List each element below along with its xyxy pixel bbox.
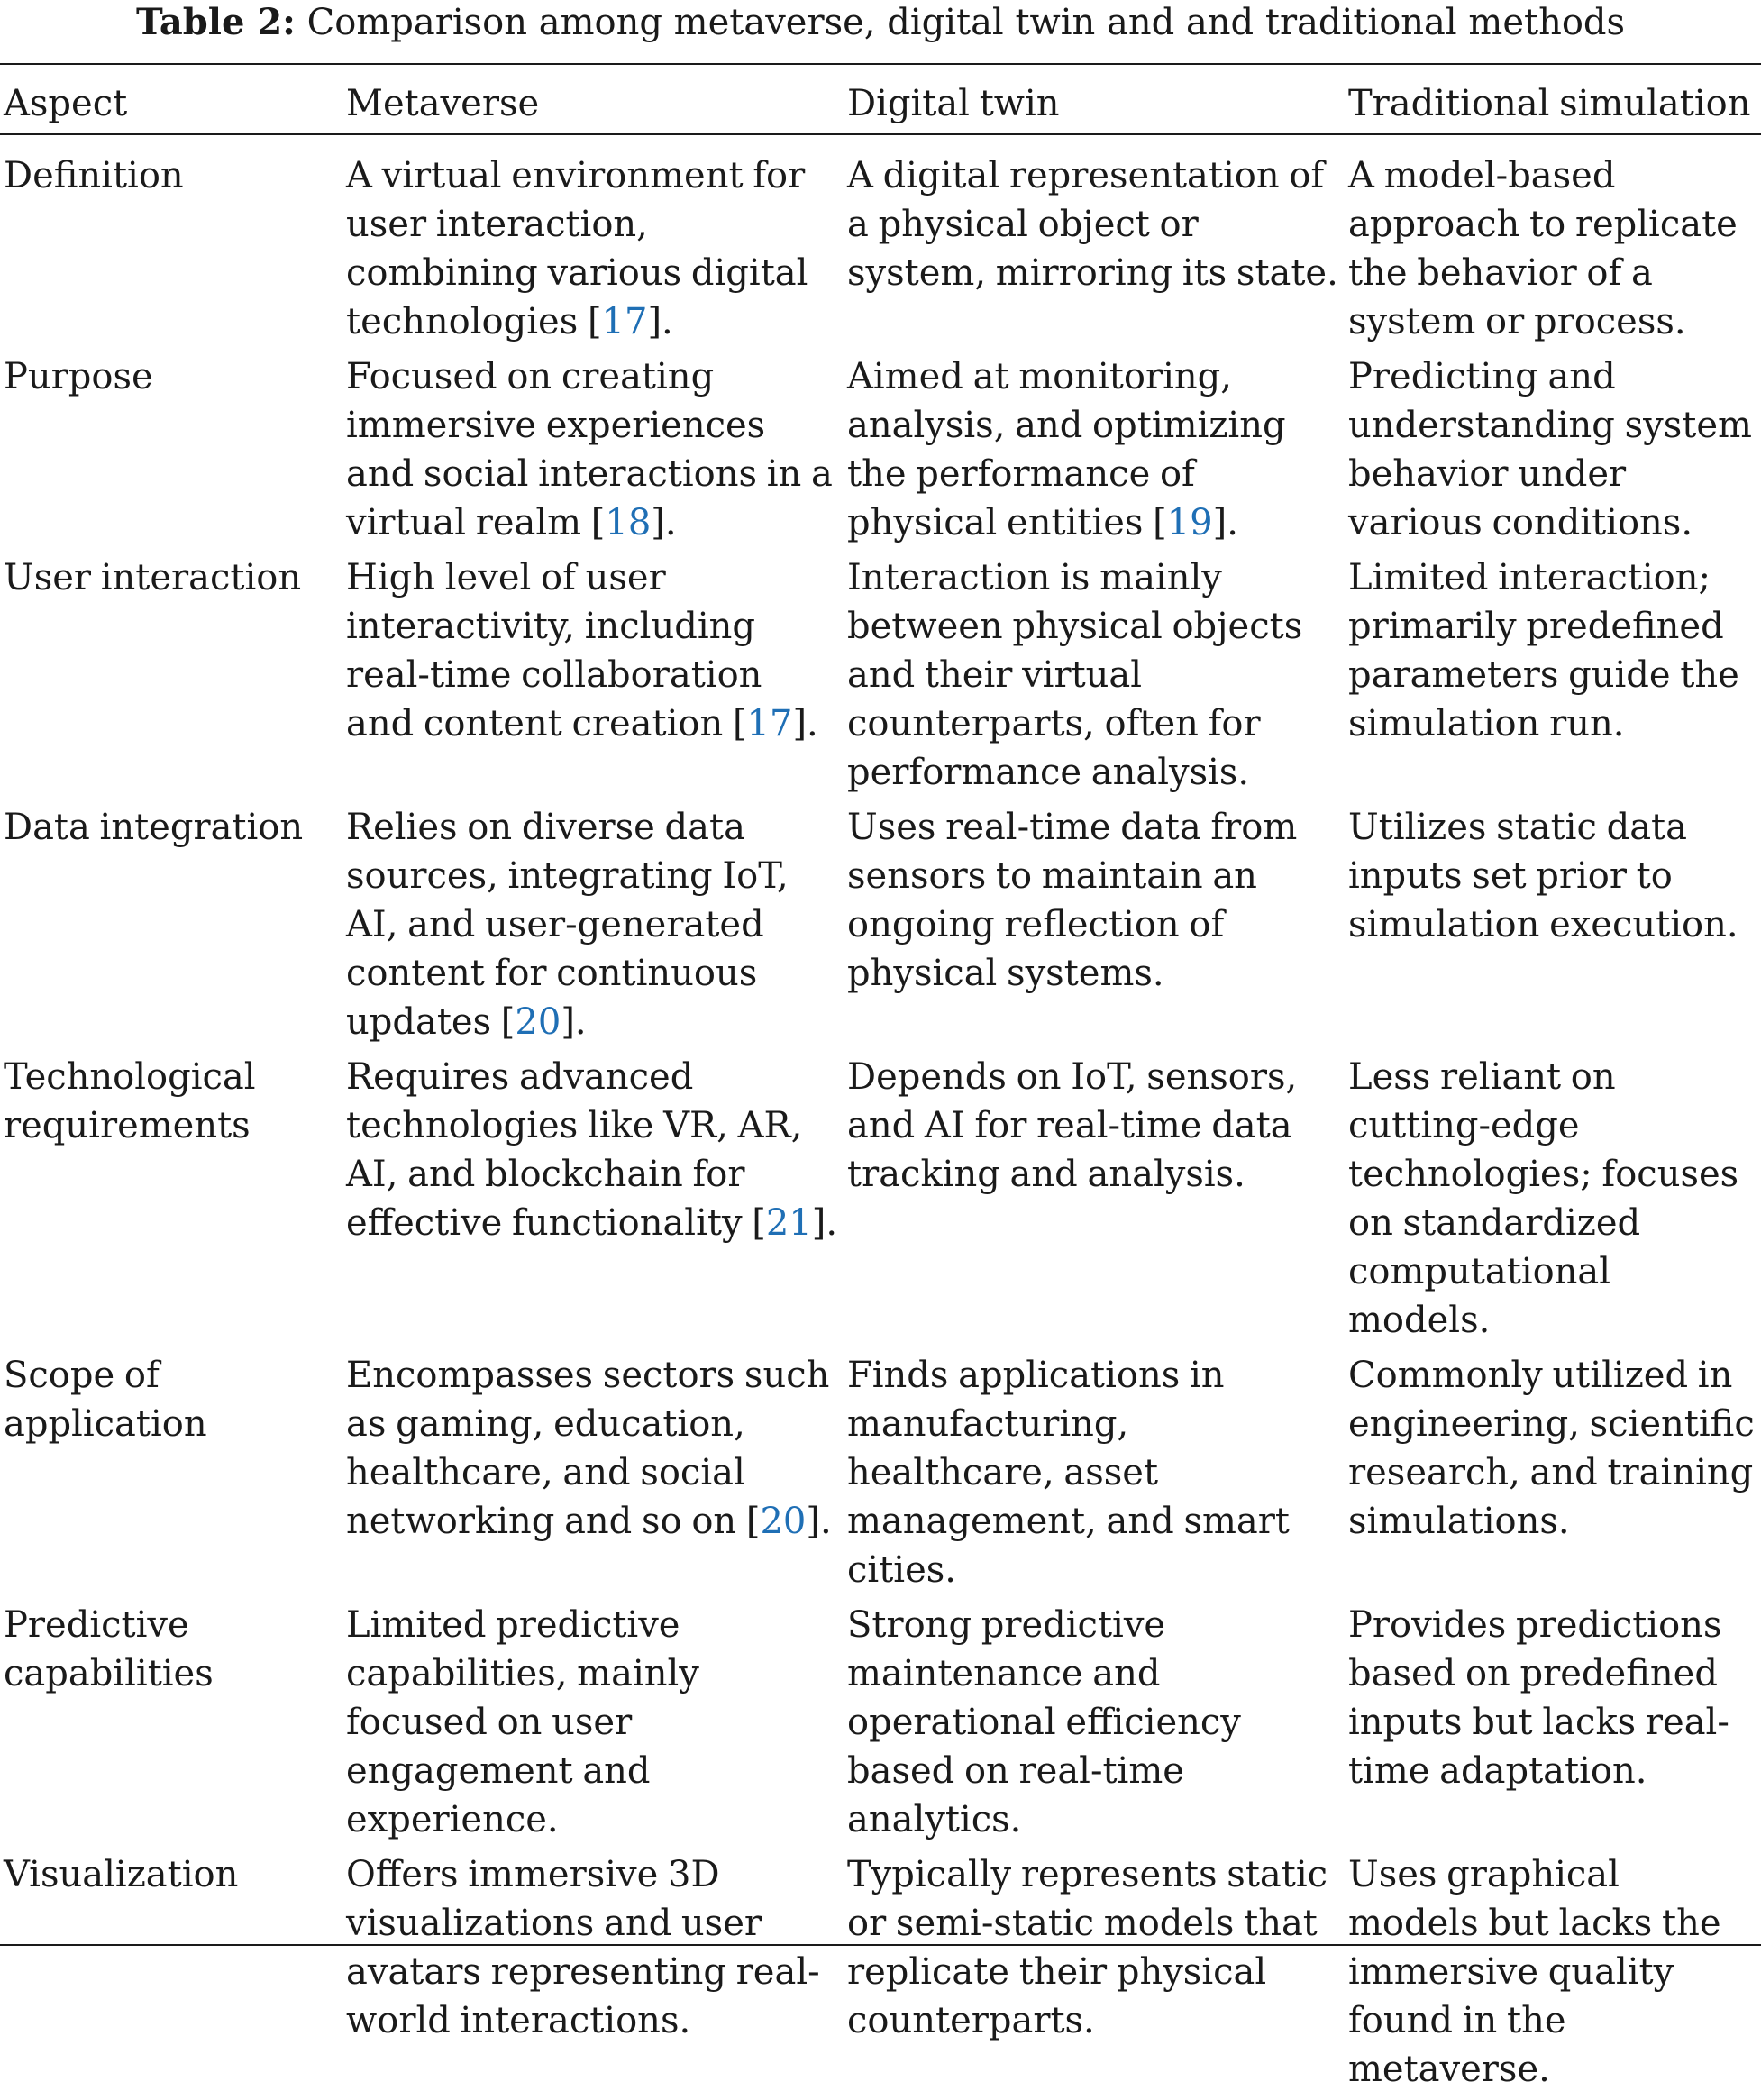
cell-text-end: ]. — [811, 1202, 838, 1244]
cell-text: A digital representation of a physical object or system, mirroring its state. — [847, 155, 1338, 294]
cell-metaverse — [342, 352, 844, 553]
cell-traditional-simulation: Less reliant on cutting-edge technologies; focuses on standardized computational models. — [1348, 1056, 1739, 1341]
citation-link[interactable]: 18 — [605, 502, 652, 543]
citation-link[interactable]: 20 — [515, 1001, 561, 1043]
cell-aspect: Technological requirements — [4, 1056, 256, 1146]
citation-link[interactable]: 19 — [1166, 502, 1213, 543]
cell-traditional-simulation: Limited interaction; primarily predefined parameters guide the simulation run. — [1348, 557, 1739, 744]
cell-text: Aimed at monitoring, analysis, and optimizing the performance of physical entities [ — [847, 356, 1286, 543]
cell-text-end: ]. — [647, 301, 673, 342]
cell-metaverse — [342, 1601, 844, 1850]
cell-digital-twin — [844, 1351, 1345, 1601]
cell-traditional-simulation: A model-based approach to replicate the behavior of a system or process. — [1348, 155, 1738, 342]
cell-text: Depends on IoT, sensors, and AI for real-time data tracking and analysis. — [847, 1056, 1298, 1195]
citation-link[interactable]: 21 — [765, 1202, 812, 1244]
cell-metaverse — [342, 151, 844, 352]
citation-link[interactable]: 17 — [601, 301, 648, 342]
cell-text-end: ]. — [792, 703, 818, 744]
table-row — [0, 352, 1761, 553]
cell-metaverse — [342, 553, 844, 803]
cell-digital-twin — [844, 352, 1345, 553]
cell-traditional-simulation: Uses graphical models but lacks the immersive quality found in the metaverse. — [1348, 1854, 1721, 2090]
cell-metaverse — [342, 1850, 844, 2100]
table-row — [0, 1351, 1761, 1601]
cell-text: Strong predictive maintenance and operational efficiency based on real-time analytics. — [847, 1604, 1241, 1840]
cell-digital-twin — [844, 803, 1345, 1053]
table-caption — [0, 0, 1761, 54]
table-row — [0, 1601, 1761, 1850]
cell-digital-twin — [844, 151, 1345, 352]
comparison-table — [0, 79, 1761, 2100]
cell-traditional-simulation: Commonly utilized in engineering, scientific research, and training simulations. — [1348, 1355, 1755, 1542]
cell-metaverse — [342, 803, 844, 1053]
table-row — [0, 1053, 1761, 1351]
cell-digital-twin — [844, 1601, 1345, 1850]
table-row — [0, 1850, 1761, 2100]
header-metaverse: Metaverse — [346, 83, 540, 124]
cell-text: Offers immersive 3D visualizations and user avatars representing real-world interactions. — [346, 1854, 820, 2041]
cell-aspect: Definition — [4, 155, 184, 196]
citation-link[interactable]: 17 — [746, 703, 793, 744]
cell-text-end: ]. — [651, 502, 677, 543]
cell-text: Requires advanced technologies like VR, AR, AI, and blockchain for effective functionality [ — [346, 1056, 803, 1244]
table-row — [0, 803, 1761, 1053]
cell-aspect: Predictive capabilities — [4, 1604, 214, 1694]
table-row — [0, 553, 1761, 803]
cell-traditional-simulation: Utilizes static data inputs set prior to simulation execution. — [1348, 807, 1738, 945]
cell-aspect: Scope of application — [4, 1355, 207, 1445]
cell-text: A virtual environment for user interaction, combining various digital technologies [ — [346, 155, 808, 342]
cell-metaverse — [342, 1351, 844, 1601]
citation-link[interactable]: 20 — [760, 1501, 807, 1542]
cell-text-end: ]. — [561, 1001, 587, 1043]
header-row — [0, 79, 1761, 151]
table-row — [0, 151, 1761, 352]
cell-digital-twin — [844, 1850, 1345, 2100]
cell-digital-twin — [844, 553, 1345, 803]
caption-label: Table 2: — [135, 1, 296, 43]
cell-text: Finds applications in manufacturing, healthcare, asset management, and smart cities. — [847, 1355, 1290, 1591]
header-digital-twin: Digital twin — [847, 83, 1060, 124]
cell-text: Typically represents static or semi-static models that replicate their physical counterparts. — [847, 1854, 1328, 2041]
cell-metaverse — [342, 1053, 844, 1351]
cell-aspect: Data integration — [4, 807, 304, 848]
header-aspect: Aspect — [4, 83, 128, 124]
cell-text: Encompasses sectors such as gaming, education, healthcare, and social networking and so on [ — [346, 1355, 830, 1542]
cell-text: Focused on creating immersive experiences and social interactions in a virtual realm [ — [346, 356, 833, 543]
cell-aspect: Purpose — [4, 356, 153, 397]
cell-traditional-simulation: Provides predictions based on predefined inputs but lacks real-time adaptation. — [1348, 1604, 1729, 1792]
cell-text: High level of user interactivity, including real-time collaboration and content creation [ — [346, 557, 762, 744]
cell-aspect: User interaction — [4, 557, 302, 598]
cell-text-end: ]. — [806, 1501, 832, 1542]
cell-digital-twin — [844, 1053, 1345, 1351]
cell-aspect: Visualization — [4, 1854, 239, 1895]
header-traditional-simulation: Traditional simulation — [1348, 83, 1751, 124]
caption-text: Comparison among metaverse, digital twin and and traditional methods — [306, 2, 1626, 43]
top-rule — [0, 63, 1761, 65]
cell-text: Limited predictive capabilities, mainly focused on user engagement and experience. — [346, 1604, 699, 1840]
cell-text: Relies on diverse data sources, integrating IoT, AI, and user-generated content for continuous updates [ — [346, 807, 789, 1043]
cell-text-end: ]. — [1212, 502, 1238, 543]
cell-traditional-simulation: Predicting and understanding system behavior under various conditions. — [1348, 356, 1752, 543]
cell-text: Uses real-time data from sensors to maintain an ongoing reflection of physical systems. — [847, 807, 1298, 994]
cell-text: Interaction is mainly between physical objects and their virtual counterparts, often for performance analysis. — [847, 557, 1303, 793]
